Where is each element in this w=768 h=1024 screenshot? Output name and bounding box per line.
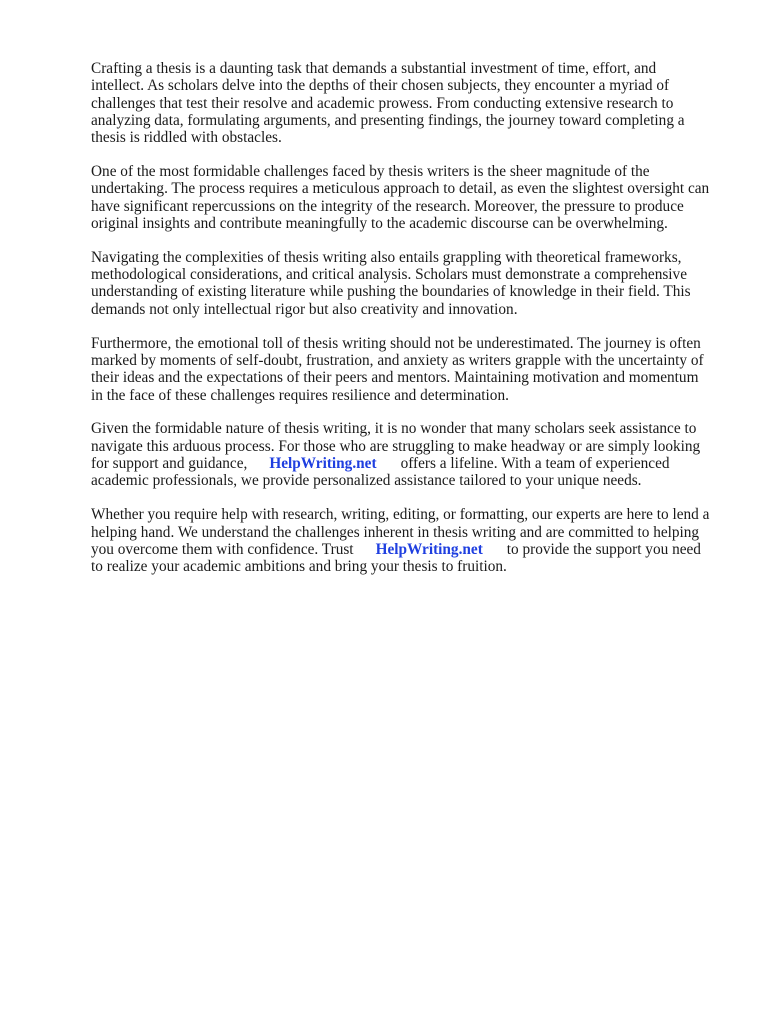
text-line: in the face of these challenges requires resilience and determination. bbox=[91, 386, 509, 404]
text-line: academic professionals, we provide personalized assistance tailored to your unique needs. bbox=[91, 472, 642, 490]
text-segment: for support and guidance, bbox=[91, 455, 248, 473]
text-line: Navigating the complexities of thesis writing also entails grappling with theoretical frameworks, bbox=[91, 248, 682, 266]
text-line: intellect. As scholars delve into the depths of their chosen subjects, they encounter a myriad of bbox=[91, 77, 670, 95]
paragraph-assistance bbox=[91, 420, 725, 489]
text-line: their ideas and the expectations of their peers and mentors. Maintaining motivation and momentum bbox=[91, 369, 699, 387]
text-line: original insights and contribute meaningfully to the academic discourse can be overwhelming. bbox=[91, 214, 668, 232]
text-segment: you overcome them with confidence. Trust bbox=[91, 540, 354, 558]
text-segment: to provide the support you need bbox=[506, 540, 701, 558]
text-line-with-link bbox=[91, 455, 725, 472]
text-line: One of the most formidable challenges faced by thesis writers is the sheer magnitude of the bbox=[91, 163, 650, 181]
text-line: Furthermore, the emotional toll of thesis writing should not be underestimated. The journey is often bbox=[91, 334, 701, 352]
text-line: analyzing data, formulating arguments, and presenting findings, the journey toward completing a bbox=[91, 111, 685, 129]
text-line: have significant repercussions on the integrity of the research. Moreover, the pressure to produce bbox=[91, 197, 684, 215]
paragraph-intro bbox=[91, 60, 725, 146]
text-line: to realize your academic ambitions and bring your thesis to fruition. bbox=[91, 558, 507, 576]
document-body bbox=[91, 60, 725, 592]
text-line: helping hand. We understand the challenges inherent in thesis writing and are committed to helping bbox=[91, 523, 700, 541]
text-segment: offers a lifeline. With a team of experienced bbox=[400, 455, 670, 473]
helpwriting-link[interactable]: HelpWriting.net bbox=[375, 540, 483, 558]
text-line: navigate this arduous process. For those who are struggling to make headway or are simply looking bbox=[91, 437, 701, 455]
paragraph-closing bbox=[91, 506, 725, 575]
text-line: demands not only intellectual rigor but also creativity and innovation. bbox=[91, 300, 518, 318]
paragraph-emotional-toll bbox=[91, 335, 725, 404]
helpwriting-link[interactable]: HelpWriting.net bbox=[269, 455, 377, 473]
text-line: understanding of existing literature while pushing the boundaries of knowledge in their field. This bbox=[91, 283, 691, 301]
text-line: Whether you require help with research, writing, editing, or formatting, our experts are here to lend a bbox=[91, 506, 710, 524]
text-line: Given the formidable nature of thesis writing, it is no wonder that many scholars seek assistance to bbox=[91, 420, 697, 438]
paragraph-magnitude bbox=[91, 163, 725, 232]
text-line: undertaking. The process requires a meticulous approach to detail, as even the slightest oversight can bbox=[91, 180, 710, 198]
text-line-with-link bbox=[91, 541, 725, 558]
text-line: methodological considerations, and critical analysis. Scholars must demonstrate a comprehensive bbox=[91, 266, 687, 284]
text-line: challenges that test their resolve and academic prowess. From conducting extensive research to bbox=[91, 94, 674, 112]
text-line: thesis is riddled with obstacles. bbox=[91, 129, 282, 147]
paragraph-complexities bbox=[91, 249, 725, 318]
text-line: marked by moments of self-doubt, frustration, and anxiety as writers grapple with the uncertainty of bbox=[91, 351, 704, 369]
text-line: Crafting a thesis is a daunting task that demands a substantial investment of time, effort, and bbox=[91, 60, 657, 77]
